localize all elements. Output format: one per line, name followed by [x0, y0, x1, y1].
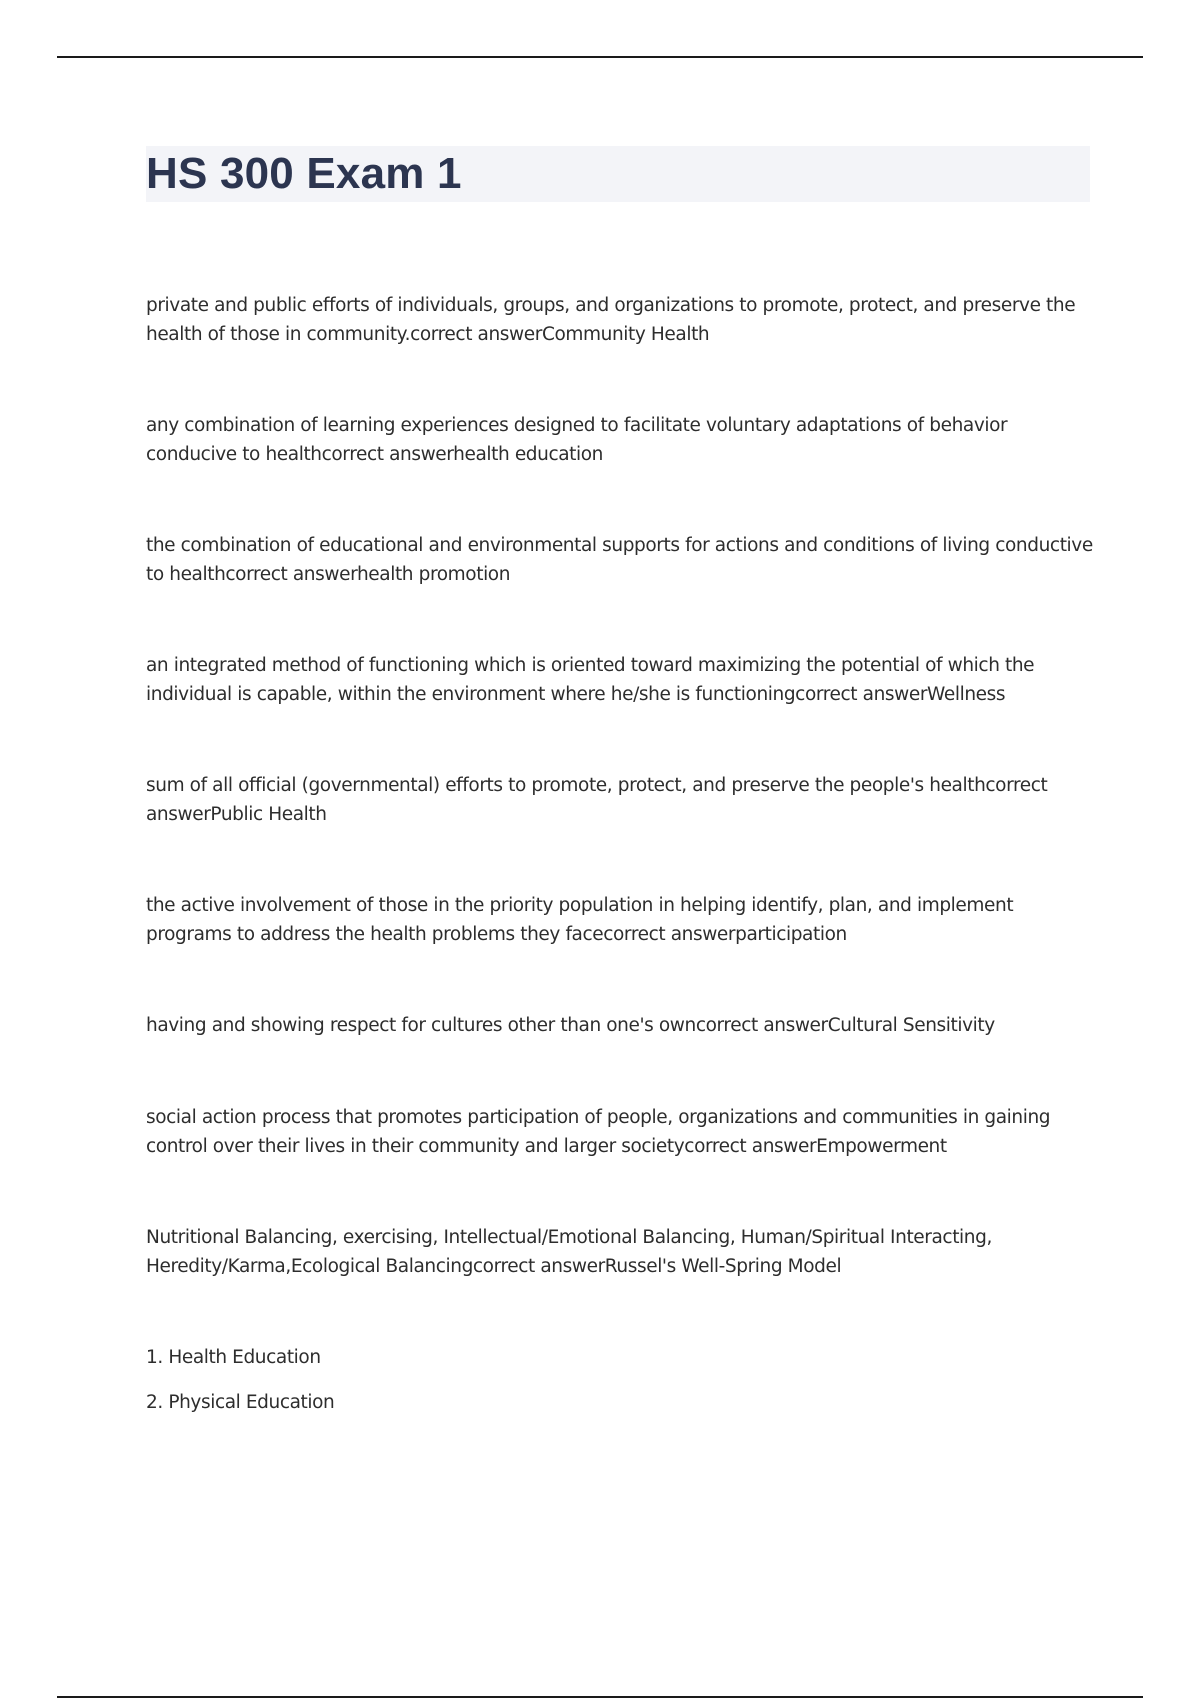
qa-entry-well-spring-model: Nutritional Balancing, exercising, Intellectual/Emotional Balancing, Human/Spiritual Interacting, Heredity/Karma,Ecological Balancingcorrect answerRussel's Well-Spring Model	[146, 1227, 992, 1277]
qa-entry-health-education: any combination of learning experiences designed to facilitate voluntary adaptations of behavior conducive to healthcorrect answerhealth education	[146, 415, 1008, 465]
qa-entry-cultural-sensitivity: having and showing respect for cultures other than one's owncorrect answerCultural Sensitivity	[146, 1015, 995, 1036]
qa-entry-participation: the active involvement of those in the priority population in helping identify, plan, and implement programs to address the health problems they facecorrect answerparticipation	[146, 895, 1014, 945]
qa-entry-empowerment: social action process that promotes participation of people, organizations and communities in gaining control over their lives in their community and larger societycorrect answerEmpowerment	[146, 1107, 1051, 1157]
qa-entry-health-promotion: the combination of educational and environmental supports for actions and conditions of living conductive to healthcorrect answerhealth promotion	[146, 535, 1093, 585]
bottom-rule	[57, 1696, 1143, 1698]
qa-entry-community-health: private and public efforts of individuals, groups, and organizations to promote, protect, and preserve the health of those in community.correct answerCommunity Health	[146, 295, 1076, 345]
list-item: 2. Physical Education	[146, 1392, 335, 1413]
page-title: HS 300 Exam 1	[146, 149, 462, 198]
list-item: 1. Health Education	[146, 1347, 321, 1368]
top-rule	[57, 56, 1143, 58]
qa-entry-public-health: sum of all official (governmental) efforts to promote, protect, and preserve the people's healthcorrect answerPublic Health	[146, 775, 1048, 825]
qa-entry-wellness: an integrated method of functioning which is oriented toward maximizing the potential of which the individual is capable, within the environment where he/she is functioningcorrect answerWellness	[146, 655, 1035, 705]
